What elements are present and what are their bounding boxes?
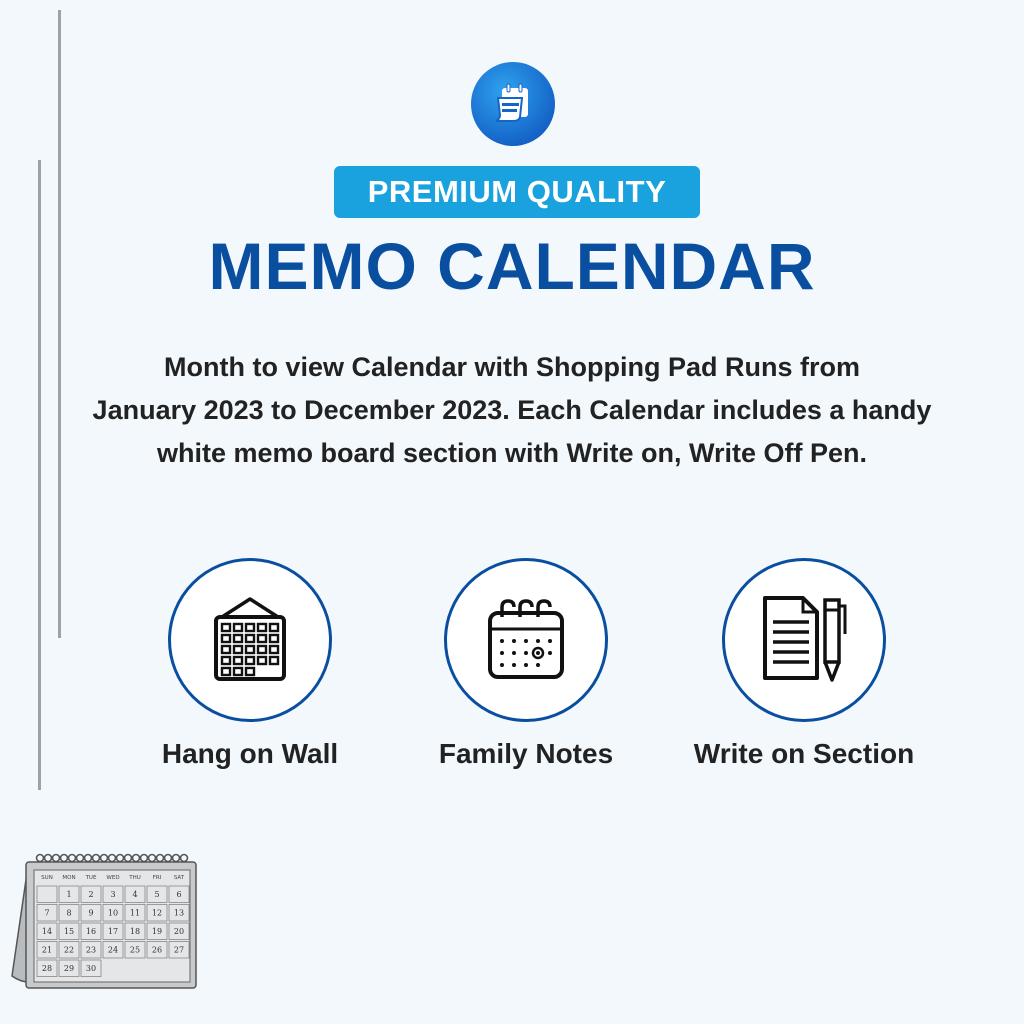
description-line: white memo board section with Write on, Write Off Pen. <box>156 438 868 468</box>
desk-calendar-day-label: SUN <box>41 875 53 881</box>
document-pen-icon <box>759 594 849 686</box>
desk-calendar-illustration <box>6 838 206 1008</box>
page-title: MEMO CALENDAR <box>208 229 816 303</box>
desk-calendar-day-label: WED <box>106 875 120 881</box>
desk-calendar-day-label: FRI <box>152 875 162 881</box>
desk-calendar-date: 30 <box>85 964 97 973</box>
desk-calendar-date: 6 <box>176 890 182 899</box>
desk-calendar-date: 4 <box>132 890 138 899</box>
desk-calendar-date: 8 <box>66 908 72 918</box>
desk-calendar-date: 9 <box>88 908 94 918</box>
desk-calendar-date: 26 <box>151 945 163 955</box>
premium-quality-badge: PREMIUM QUALITY <box>334 166 700 218</box>
desk-calendar-date: 7 <box>44 908 50 918</box>
calendar-logo-icon <box>471 62 555 146</box>
desk-calendar-date: 15 <box>63 927 75 936</box>
feature-family-notes <box>376 558 676 788</box>
desk-calendar-date: 28 <box>41 964 53 973</box>
desk-calendar-day-label: MON <box>62 875 76 881</box>
feature-label: Write on Section <box>693 738 915 769</box>
desk-calendar-date: 27 <box>173 945 185 955</box>
feature-write-on-section <box>654 558 954 788</box>
desk-calendar-date: 18 <box>129 927 141 936</box>
desk-calendar-date: 21 <box>41 945 53 955</box>
desk-calendar-date: 12 <box>151 908 163 918</box>
description-line: January 2023 to December 2023. Each Calendar includes a handy <box>92 395 932 425</box>
desk-calendar-date: 14 <box>41 927 53 936</box>
spiral-binding <box>37 855 188 862</box>
feature-circle <box>722 558 886 722</box>
description-line: Month to view Calendar with Shopping Pad Runs from <box>163 352 860 382</box>
desk-calendar-date: 19 <box>151 927 163 936</box>
desk-calendar-date: 13 <box>173 908 185 918</box>
desk-calendar-date: 2 <box>88 890 94 899</box>
decorative-line <box>58 10 61 638</box>
desk-calendar-day-label: SAT <box>173 875 185 881</box>
desk-calendar-date: 10 <box>107 908 119 918</box>
feature-circle <box>168 558 332 722</box>
desk-calendar-date: 25 <box>129 945 141 955</box>
desk-calendar-date: 29 <box>63 964 75 973</box>
spiral-calendar-icon <box>484 597 568 683</box>
desk-calendar-date: 23 <box>85 945 97 955</box>
desk-calendar-date: 24 <box>107 945 119 955</box>
hanging-calendar-icon <box>208 595 292 685</box>
desk-calendar-day-label: THU <box>129 875 141 881</box>
feature-hang-on-wall <box>100 558 400 788</box>
feature-label: Family Notes <box>438 738 614 769</box>
desk-calendar-date: 20 <box>173 927 185 936</box>
desk-calendar-date: 11 <box>129 908 141 918</box>
desk-calendar-date: 22 <box>63 945 75 955</box>
desk-calendar-date: 3 <box>110 890 116 899</box>
desk-calendar-date: 16 <box>85 927 97 936</box>
desk-calendar-day-label: TUE <box>85 875 97 881</box>
desk-calendar-date: 1 <box>66 890 72 899</box>
description <box>40 346 984 475</box>
desk-calendar-date: 17 <box>107 927 119 936</box>
feature-label: Hang on Wall <box>161 738 339 769</box>
feature-circle <box>444 558 608 722</box>
desk-calendar-date: 5 <box>154 890 160 899</box>
